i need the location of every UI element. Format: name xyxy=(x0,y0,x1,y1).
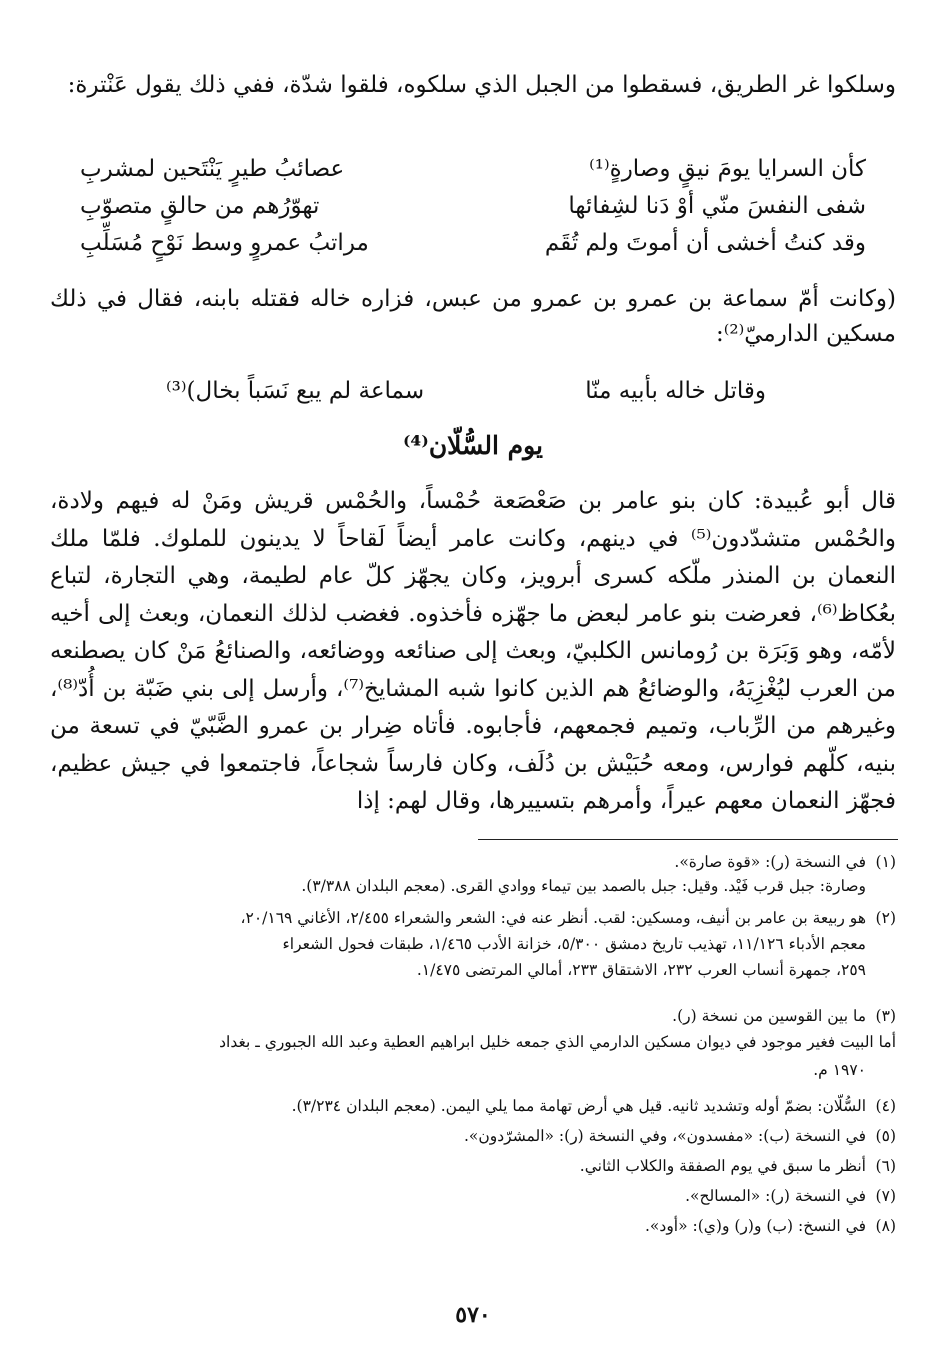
footnote-number: (٤) xyxy=(875,1097,896,1115)
footnote-2-line-2: معجم الأدباء ١١/١٢٦، تهذيب تاريخ دمشق ٥/٣٠٠، خزانة الأدب ١/٤٦٥، طبقات فحول الشعراء xyxy=(282,935,866,953)
footnote-line: في النسخة (ر): «المسالح». xyxy=(685,1187,866,1205)
verse-second-hemistich: مراتبُ عمروٍ وسط نَوْحٍ مُسَلِّبِ xyxy=(80,230,369,256)
verse-first-hemistich: شفى النفسَ منّي أوْ دَنا لشِفائها xyxy=(568,193,866,219)
footnote-line: أنظر ما سبق في يوم الصفقة والكلاب الثاني. xyxy=(579,1157,866,1175)
footnote-3 xyxy=(50,1004,896,1028)
footnote-line: في النسخة (ب): «مفسدون»، وفي النسخة (ر): «المشرّدون». xyxy=(463,1127,866,1145)
footnote-1-line-2: وصارة: جبل قرب فَيْد. وقيل: جبل بالصمد بين تيماء ووادي القرى. (معجم البلدان ٣/٣٨٨). xyxy=(301,877,866,895)
footnote-5 xyxy=(50,1124,896,1148)
verse-second-hemistich: تهوّرُهم من حالقٍ متصوّبِ xyxy=(80,193,320,219)
footnote-3-line-2: أما البيت فغير موجود في ديوان مسكين الدارمي الذي جمعه خليل ابراهيم العطية وعبد الله الجبوري ـ بغداد xyxy=(219,1033,896,1051)
section-heading: يوم السُّلّان⁽⁴⁾ xyxy=(402,431,544,460)
verse-first-hemistich: وقاتل خاله بأبيه منّا xyxy=(585,378,766,404)
footnote-8 xyxy=(50,1214,896,1238)
verse-second-hemistich: سماعة لم يبع نَسَباً بخال)⁽³⁾ xyxy=(166,378,425,404)
footnote-6 xyxy=(50,1154,896,1178)
footnote-number: (٢) xyxy=(875,909,896,927)
poem-verse xyxy=(80,226,866,260)
verse-first-hemistich: كأن السرايا يومَ نيقٍ وصارةٍ⁽¹⁾ xyxy=(589,156,866,182)
footnote-line: ما بين القوسين من نسخة (ر). xyxy=(672,1007,866,1025)
footnote-line: في النسخ: (ب) و(ر) و(ي): «أود». xyxy=(645,1217,866,1235)
footnote-number: (٥) xyxy=(875,1127,896,1145)
footnote-2-line-3: ٢٥٩، جمهرة أنساب العرب ٢٣٢، الاشتقاق ٢٣٣، أمالي المرتضى ١/٤٧٥. xyxy=(416,961,866,979)
footnote-number: (٨) xyxy=(875,1217,896,1235)
page-number: ٥٧٠ xyxy=(455,1302,491,1328)
footnote-number: (٣) xyxy=(875,1007,896,1025)
poem-verse-single xyxy=(166,374,766,408)
poem-verse xyxy=(80,189,866,223)
footnote-line: هو ربيعة بن عامر بن أنيف، ومسكين: لقب. أنظر عنه في: الشعر والشعراء ٢/٤٥٥، الأغاني ٢٠/١٦٩، xyxy=(240,909,866,927)
verse-second-hemistich: عصائبُ طيرٍ يَنْتَحين لمشربِ xyxy=(80,156,345,182)
footnote-number: (٦) xyxy=(875,1157,896,1175)
verse-first-hemistich: وقد كنتُ أخشى أن أموتَ ولم تُقَم xyxy=(544,230,866,256)
footnote-line: في النسخة (ر): «قوة صارة». xyxy=(674,853,866,871)
footnote-1 xyxy=(50,850,896,874)
footnote-divider xyxy=(478,839,898,840)
footnote-2 xyxy=(50,906,896,930)
footnote-7 xyxy=(50,1184,896,1208)
intro-paragraph: وسلكوا غر الطريق، فسقطوا من الجبل الذي سلكوه، فلقوا شدّة، ففي ذلك يقول عَنْترة: xyxy=(67,72,896,98)
footnote-line: السُّلّان: بضمّ أوله وتشديد ثانيه. قيل هي أرض تهامة مما يلي اليمن. (معجم البلدان ٣/٢٣٤). xyxy=(291,1097,866,1115)
footnote-number: (٧) xyxy=(875,1187,896,1205)
footnote-4 xyxy=(50,1094,896,1118)
second-paragraph: (وكانت أمّ سماعة بن عمرو بن عمرو من عبس، فزاره خاله فقتله بابنه، فقال في ذلك مسكين الدارميّ⁽²⁾: xyxy=(50,286,896,347)
footnote-3-line-3: ١٩٧٠ م. xyxy=(813,1061,866,1079)
footnote-number: (١) xyxy=(875,853,896,871)
poem-verse xyxy=(80,152,866,186)
body-paragraph: قال أبو عُبيدة: كان بنو عامر بن صَعْصَعة حُمْساً، والحُمْس قريش ومَنْ له فيهم ولادة، والحُمْس متشدّدون⁽⁵⁾ في دينهم، وكانت عامر أيضاً لَقاحاً لا يدينون للملوك. فلمّا ملك النعمان بن المنذر ملّكه كسرى أبرويز، وكان يجهّز كلّ عام لطيمة، وهي التجارة، لتباع بعُكاظ⁽⁶⁾، فعرضت بنو عامر لبعض ما جهّزه فأخذوه. فغضب لذلك النعمان، وبعث إلى أخيه لأمّه، وهو وَبَرَة بن رُومانس الكلبيّ، وبعث إلى صنائعه ووضائعه، والصنائعُ مَنْ كان يصطنعه من العرب ليُغْزِيَهُ، والوضائعُ هم الذين كانوا شبه المشايخ⁽⁷⁾، وأرسل إلى بني ضَبّة بن أُدّ⁽⁸⁾، وغيرهم من الرِّباب، وتميم فجمعهم، فأجابوه. فأتاه ضِرار بن عمرو الضَّبّيّ في تسعة من بنيه، كلّهم فوارس، ومعه حُبَيْش بن دُلَف، وكان فارساً شجاعاً، فاجتمعوا في جيش عظيم، فجهّز النعمان معهم عيراً، وأمرهم بتسييرها، وقال لهم: إذا xyxy=(50,488,897,814)
